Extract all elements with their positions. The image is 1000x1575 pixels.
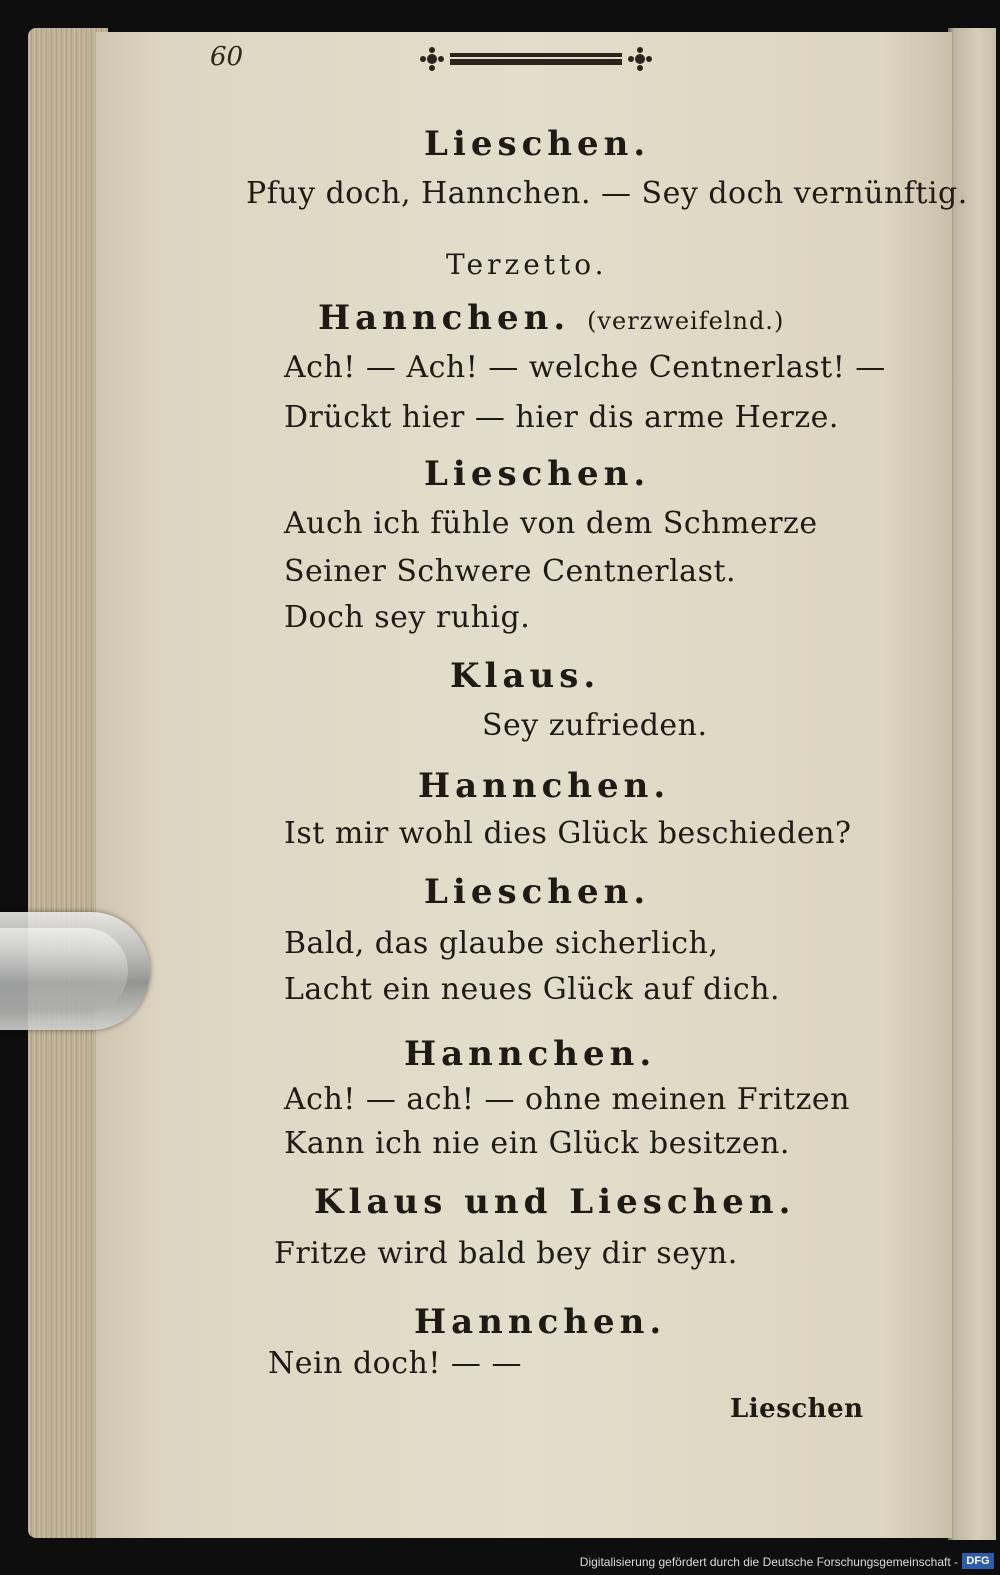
speaker-heading: Lieschen. <box>424 124 651 164</box>
speaker-heading <box>318 298 784 338</box>
speaker-heading: Hannchen. <box>404 1034 657 1074</box>
catchword: Lieschen <box>730 1394 864 1424</box>
verse-line: Kann ich nie ein Glück besitzen. <box>284 1126 790 1161</box>
verse-line: Drückt hier — hier dis arme Herze. <box>284 400 839 435</box>
speaker-heading: Hannchen. <box>418 766 671 806</box>
verse-line: Auch ich fühle von dem Schmerze <box>284 506 818 541</box>
verse-line: Lacht ein neues Glück auf dich. <box>284 972 781 1007</box>
dfg-logo: DFG <box>962 1553 994 1569</box>
ornament-rule <box>418 44 654 74</box>
digitization-footer <box>0 1548 1000 1575</box>
speaker-heading: Klaus und Lieschen. <box>314 1182 796 1222</box>
page-number: 60 <box>210 42 244 72</box>
speaker-heading: Klaus. <box>450 656 601 696</box>
verse-line: Fritze wird bald bey dir seyn. <box>274 1236 738 1271</box>
speaker-heading: Lieschen. <box>424 872 651 912</box>
speaker-name: Hannchen. <box>318 298 571 338</box>
verse-line: Sey zufrieden. <box>482 708 708 743</box>
footer-credit: Digitalisierung gefördert durch die Deutsche Forschungsgemeinschaft - <box>579 1555 958 1569</box>
section-title: Terzetto. <box>446 248 608 281</box>
verse-line: Doch sey ruhig. <box>284 600 531 635</box>
verse-line: Ist mir wohl dies Glück beschieden? <box>284 816 852 851</box>
verse-line: Ach! — Ach! — welche Centnerlast! — <box>284 350 886 385</box>
stage-direction: (verzweifelnd.) <box>587 307 785 335</box>
speaker-heading: Lieschen. <box>424 454 651 494</box>
facing-page-edge <box>948 28 996 1540</box>
verse-line: Bald, das glaube sicherlich, <box>284 926 719 961</box>
verse-line: Seiner Schwere Centnerlast. <box>284 554 737 589</box>
verse-line: Nein doch! — — <box>268 1346 522 1381</box>
verse-line: Pfuy doch, Hannchen. — Sey doch vernünftig. <box>246 176 968 211</box>
verse-line: Ach! — ach! — ohne meinen Fritzen <box>284 1082 850 1117</box>
page-clip-highlight <box>0 928 128 1014</box>
speaker-heading: Hannchen. <box>414 1302 667 1342</box>
